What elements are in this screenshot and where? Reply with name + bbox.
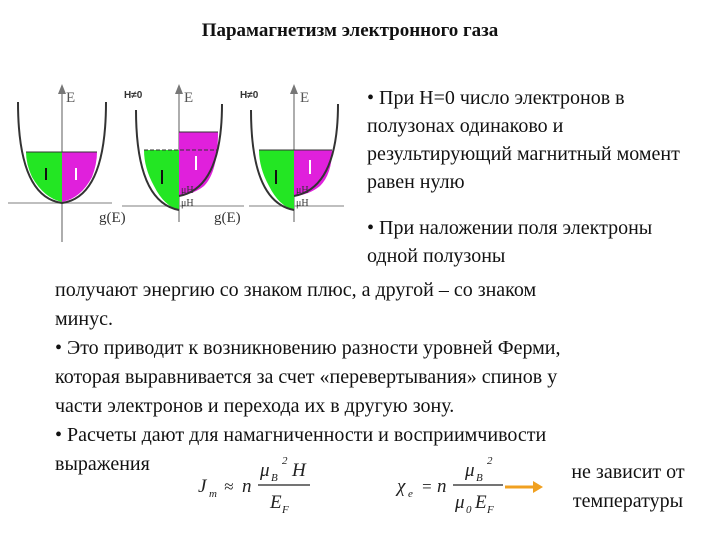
dos-panel-field-2 xyxy=(214,84,344,226)
dos-panel-zero-field xyxy=(8,84,112,242)
svg-text:B: B xyxy=(271,472,278,484)
spin-down-fill xyxy=(62,152,97,202)
svg-text:F: F xyxy=(282,504,289,516)
body-line: получают энергию со знаком плюс, а другой – со знаком xyxy=(55,279,537,301)
svg-text:E: E xyxy=(300,90,310,106)
energy-label: E xyxy=(66,90,76,106)
svg-text:χ: χ xyxy=(397,476,406,497)
svg-text:μ: μ xyxy=(465,460,475,481)
svg-text:=: = xyxy=(421,477,433,496)
svg-text:J: J xyxy=(198,476,207,497)
svg-text:B: B xyxy=(476,472,483,484)
svg-text:μH: μH xyxy=(296,198,309,209)
body-line: • Расчеты дают для намагниченности и восприимчивости xyxy=(55,424,547,446)
dos-diagram xyxy=(4,82,354,257)
body-line: части электронов и перехода их в другую зону. xyxy=(55,395,455,417)
svg-text:g(E): g(E) xyxy=(214,210,241,226)
body-text xyxy=(55,276,695,479)
svg-text:g(E): g(E) xyxy=(99,210,126,226)
dos-panel-field-1 xyxy=(99,84,244,226)
svg-text:m: m xyxy=(209,488,217,500)
svg-text:n: n xyxy=(242,476,252,497)
svg-text:F: F xyxy=(487,504,494,516)
susceptibility-formula xyxy=(395,452,515,520)
slide-title: Парамагнетизм электронного газа xyxy=(201,20,499,41)
svg-text:2: 2 xyxy=(487,455,493,467)
svg-text:μ: μ xyxy=(260,460,270,481)
svg-text:μH: μH xyxy=(181,185,194,196)
svg-text:≈: ≈ xyxy=(224,477,234,496)
temperature-note: не зависит от температуры xyxy=(571,461,685,512)
energy-axis-arrow xyxy=(58,84,66,94)
svg-text:0: 0 xyxy=(466,504,472,516)
svg-text:2: 2 xyxy=(282,455,288,467)
svg-text:e: e xyxy=(408,488,413,500)
svg-text:H≠0: H≠0 xyxy=(240,90,259,101)
svg-text:E: E xyxy=(475,492,487,513)
svg-text:E: E xyxy=(270,492,282,513)
svg-text:μ: μ xyxy=(455,492,465,513)
bullet-field-applied: • При наложении поля электроны одной полузоны xyxy=(367,217,653,267)
svg-text:μH: μH xyxy=(296,185,309,196)
svg-text:H: H xyxy=(292,460,306,481)
bullet-zero-field: • При H=0 число электронов в полузонах одинаково и результирующий магнитный момент равен нулю xyxy=(367,87,680,193)
arrow-icon xyxy=(503,478,545,496)
magnetization-formula xyxy=(196,452,326,520)
svg-text:n: n xyxy=(437,476,447,497)
body-line: выражения xyxy=(55,453,150,475)
svg-text:μH: μH xyxy=(181,198,194,209)
svg-text:H≠0: H≠0 xyxy=(124,90,143,101)
body-line: минус. xyxy=(55,308,113,330)
body-line: которая выравнивается за счет «перевертывания» спинов у xyxy=(55,366,558,388)
svg-text:E: E xyxy=(184,90,194,106)
body-line: • Это приводит к возникновению разности уровней Ферми, xyxy=(55,337,561,359)
